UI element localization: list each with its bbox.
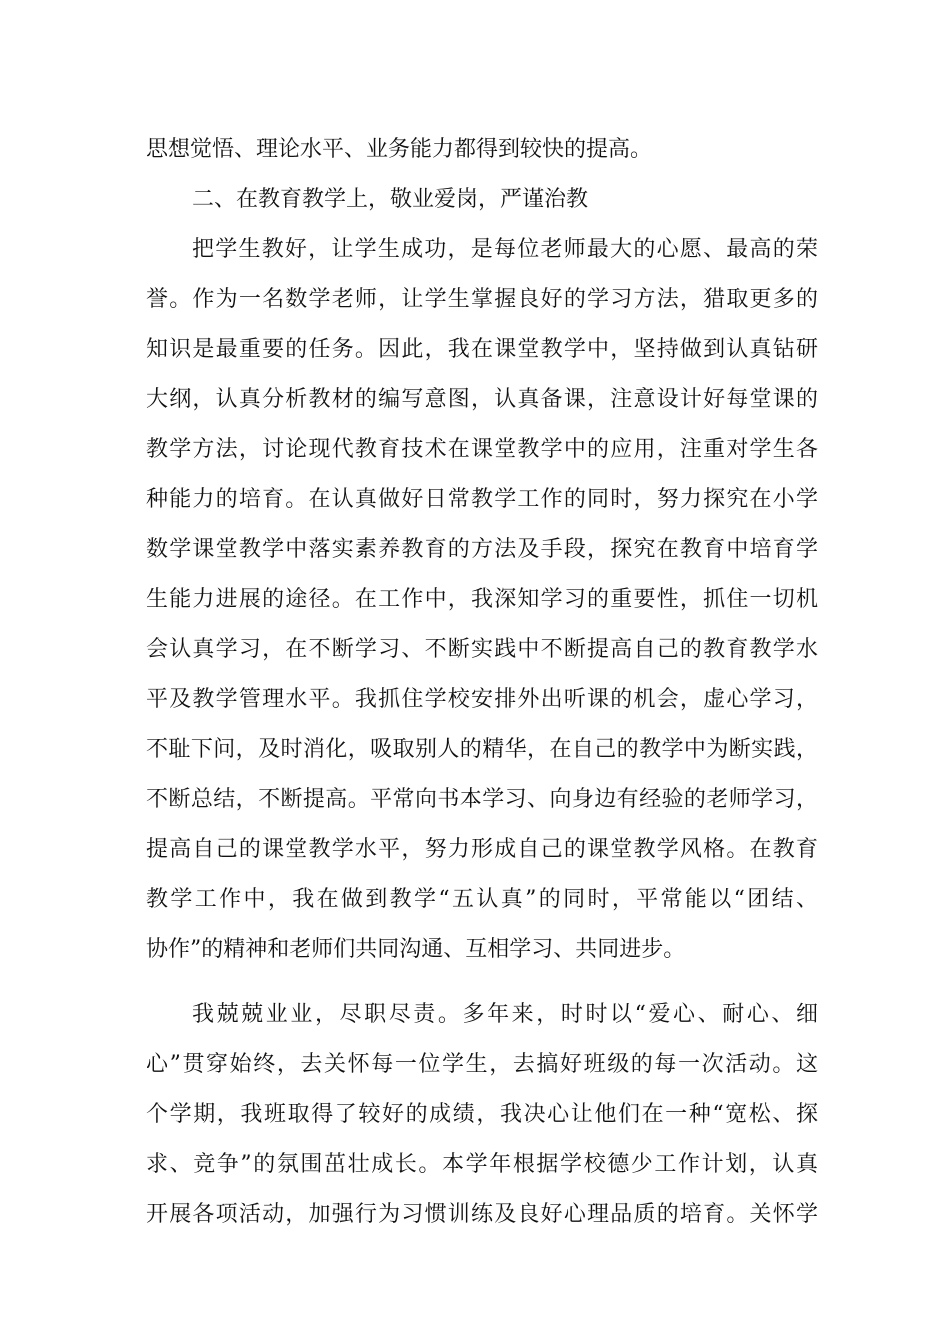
text-line: 个学期，我班取得了较好的成绩，我决心让他们在一种“宽松、探 xyxy=(146,1102,818,1127)
text-line: 思想觉悟、理论水平、业务能力都得到较快的提高。 xyxy=(146,137,653,162)
text-line: 开展各项活动，加强行为习惯训练及良好心理品质的培育。关怀学 xyxy=(146,1202,818,1227)
text-line: 誉。作为一名数学老师，让学生掌握良好的学习方法，猎取更多的 xyxy=(146,287,818,312)
text-line: 协作”的精神和老师们共同沟通、互相学习、共同进步。 xyxy=(146,937,686,962)
text-line: 我兢兢业业，尽职尽责。多年来，时时以“爱心、耐心、细 xyxy=(192,1002,818,1027)
text-line: 教学方法，讨论现代教育技术在课堂教学中的应用，注重对学生各 xyxy=(146,437,818,462)
section-heading: 二、在教育教学上，敬业爱岗，严谨治教 xyxy=(192,187,589,212)
text-line: 生能力进展的途径。在工作中，我深知学习的重要性，抓住一切机 xyxy=(146,587,818,612)
text-line: 数学课堂教学中落实素养教育的方法及手段，探究在教育中培育学 xyxy=(146,537,818,562)
text-line: 不断总结，不断提高。平常向书本学习、向身边有经验的老师学习， xyxy=(146,787,818,812)
text-line: 平及教学管理水平。我抓住学校安排外出听课的机会，虚心学习， xyxy=(146,687,818,712)
text-line: 会认真学习，在不断学习、不断实践中不断提高自己的教育教学水 xyxy=(146,637,818,662)
text-line: 种能力的培育。在认真做好日常教学工作的同时，努力探究在小学 xyxy=(146,487,818,512)
text-line: 心”贯穿始终，去关怀每一位学生，去搞好班级的每一次活动。这 xyxy=(146,1052,818,1077)
text-line: 不耻下问，及时消化，吸取别人的精华，在自己的教学中为断实践， xyxy=(146,737,818,762)
text-line: 教学工作中，我在做到教学“五认真”的同时，平常能以“团结、 xyxy=(146,887,818,912)
text-line: 求、竞争”的氛围茁壮成长。本学年根据学校德少工作计划，认真 xyxy=(146,1152,818,1177)
text-line: 提高自己的课堂教学水平，努力形成自己的课堂教学风格。在教育 xyxy=(146,837,818,862)
text-line: 把学生教好，让学生成功，是每位老师最大的心愿、最高的荣 xyxy=(192,237,818,262)
text-line: 大纲，认真分析教材的编写意图，认真备课，注意设计好每堂课的 xyxy=(146,387,818,412)
text-line: 知识是最重要的任务。因此，我在课堂教学中，坚持做到认真钻研 xyxy=(146,337,818,362)
